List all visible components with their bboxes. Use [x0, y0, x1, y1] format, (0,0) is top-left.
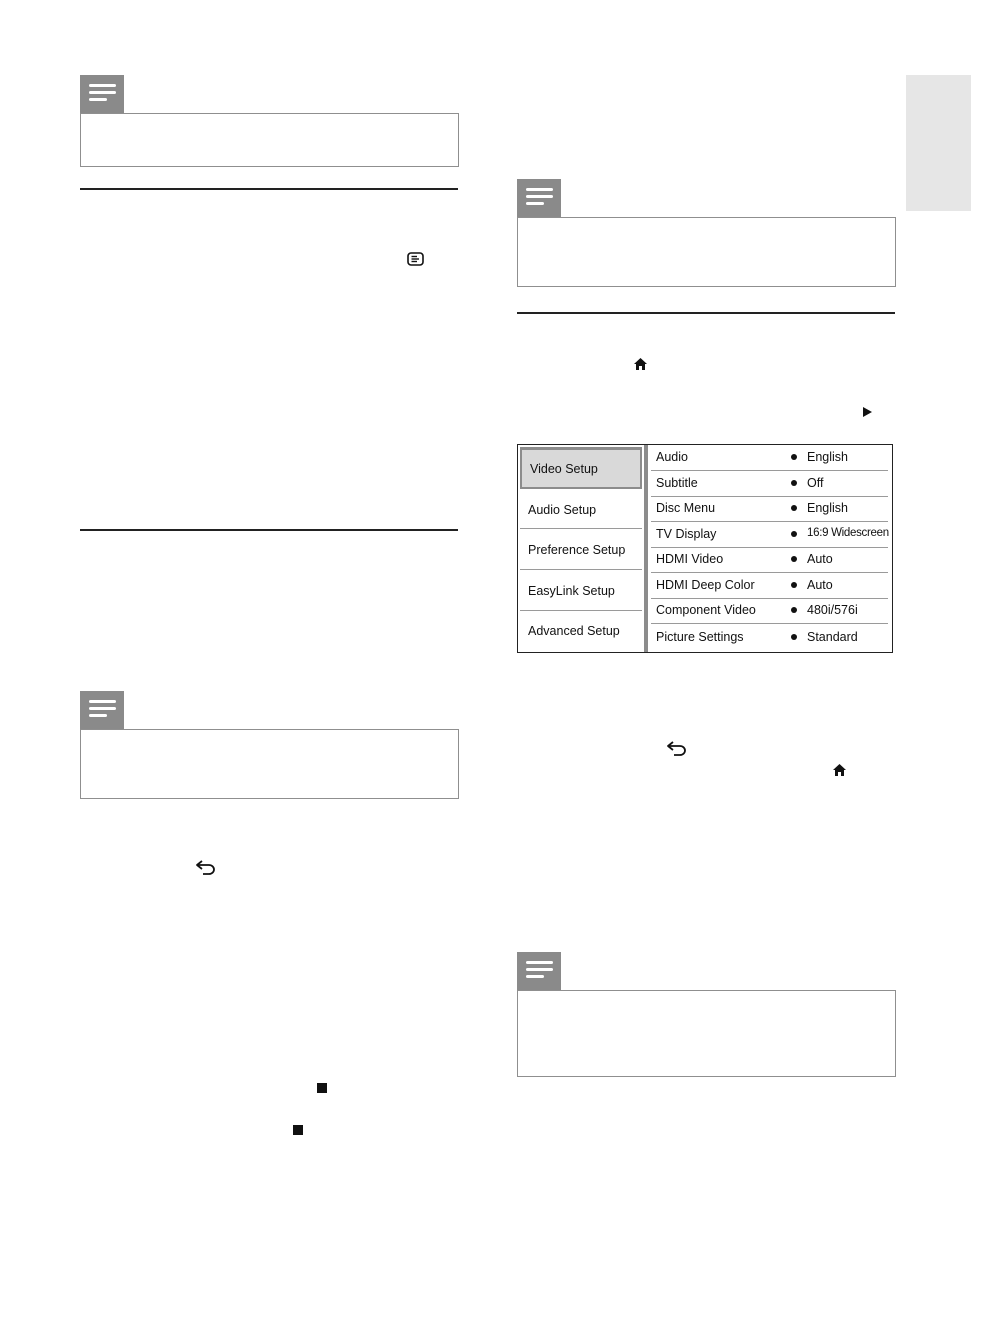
option-picture-settings[interactable]	[651, 625, 888, 650]
option-label: Subtitle	[656, 476, 698, 490]
bullet-icon	[791, 607, 797, 613]
option-component-video[interactable]	[651, 598, 888, 624]
category-video-setup[interactable]	[520, 447, 642, 489]
option-value: 480i/576i	[807, 603, 858, 617]
section-divider	[517, 312, 895, 314]
subtitle-icon	[407, 252, 424, 266]
section-divider	[80, 188, 458, 190]
option-audio[interactable]	[651, 445, 888, 471]
category-audio-setup[interactable]	[520, 491, 642, 529]
section-divider	[80, 529, 458, 531]
note-box	[80, 729, 459, 799]
play-icon	[862, 406, 873, 418]
option-subtitle[interactable]	[651, 471, 888, 497]
option-label: Picture Settings	[656, 630, 744, 644]
option-value: English	[807, 501, 848, 515]
note-icon	[80, 75, 124, 113]
bullet-icon	[791, 556, 797, 562]
category-label: EasyLink Setup	[528, 583, 615, 598]
home-icon	[832, 763, 847, 777]
option-hdmi-video[interactable]	[651, 547, 888, 573]
category-advanced-setup[interactable]	[520, 612, 642, 650]
option-label: HDMI Video	[656, 552, 724, 566]
option-value: English	[807, 450, 848, 464]
option-label: Disc Menu	[656, 501, 716, 515]
category-label: Advanced Setup	[528, 624, 620, 638]
bullet-icon	[791, 454, 797, 460]
bullet-icon	[791, 531, 797, 537]
option-value: Auto	[807, 552, 833, 566]
note-box	[80, 113, 459, 167]
option-tv-display[interactable]	[651, 522, 888, 548]
option-hdmi-deep-color[interactable]	[651, 573, 888, 599]
option-value: 16:9 Widescreen	[807, 527, 889, 539]
category-label: Video Setup	[530, 461, 598, 476]
bullet-icon	[791, 634, 797, 640]
setup-category-list	[518, 445, 648, 652]
category-label: Audio Setup	[528, 502, 597, 517]
note-box	[517, 217, 896, 287]
category-easylink-setup[interactable]	[520, 571, 642, 611]
option-label: Component Video	[656, 603, 756, 617]
language-side-tab	[906, 75, 971, 211]
setup-menu	[517, 444, 893, 653]
bullet-icon	[791, 480, 797, 486]
option-label: Audio	[656, 450, 688, 464]
note-icon	[517, 179, 561, 217]
category-label: Preference Setup	[528, 542, 626, 557]
setup-options-list	[649, 445, 892, 652]
stop-icon	[317, 1083, 327, 1093]
option-label: HDMI Deep Color	[656, 578, 755, 592]
option-value: Standard	[807, 630, 858, 644]
option-disc-menu[interactable]	[651, 496, 888, 522]
bullet-icon	[791, 505, 797, 511]
stop-icon	[293, 1125, 303, 1135]
option-value: Auto	[807, 578, 833, 592]
bullet-icon	[791, 582, 797, 588]
note-icon	[80, 691, 124, 729]
option-value: Off	[807, 476, 824, 490]
home-icon	[633, 357, 648, 371]
back-icon	[195, 859, 217, 875]
back-icon	[666, 740, 688, 756]
note-box	[517, 990, 896, 1077]
option-label: TV Display	[656, 527, 717, 541]
note-icon	[517, 952, 561, 990]
category-preference-setup[interactable]	[520, 530, 642, 570]
